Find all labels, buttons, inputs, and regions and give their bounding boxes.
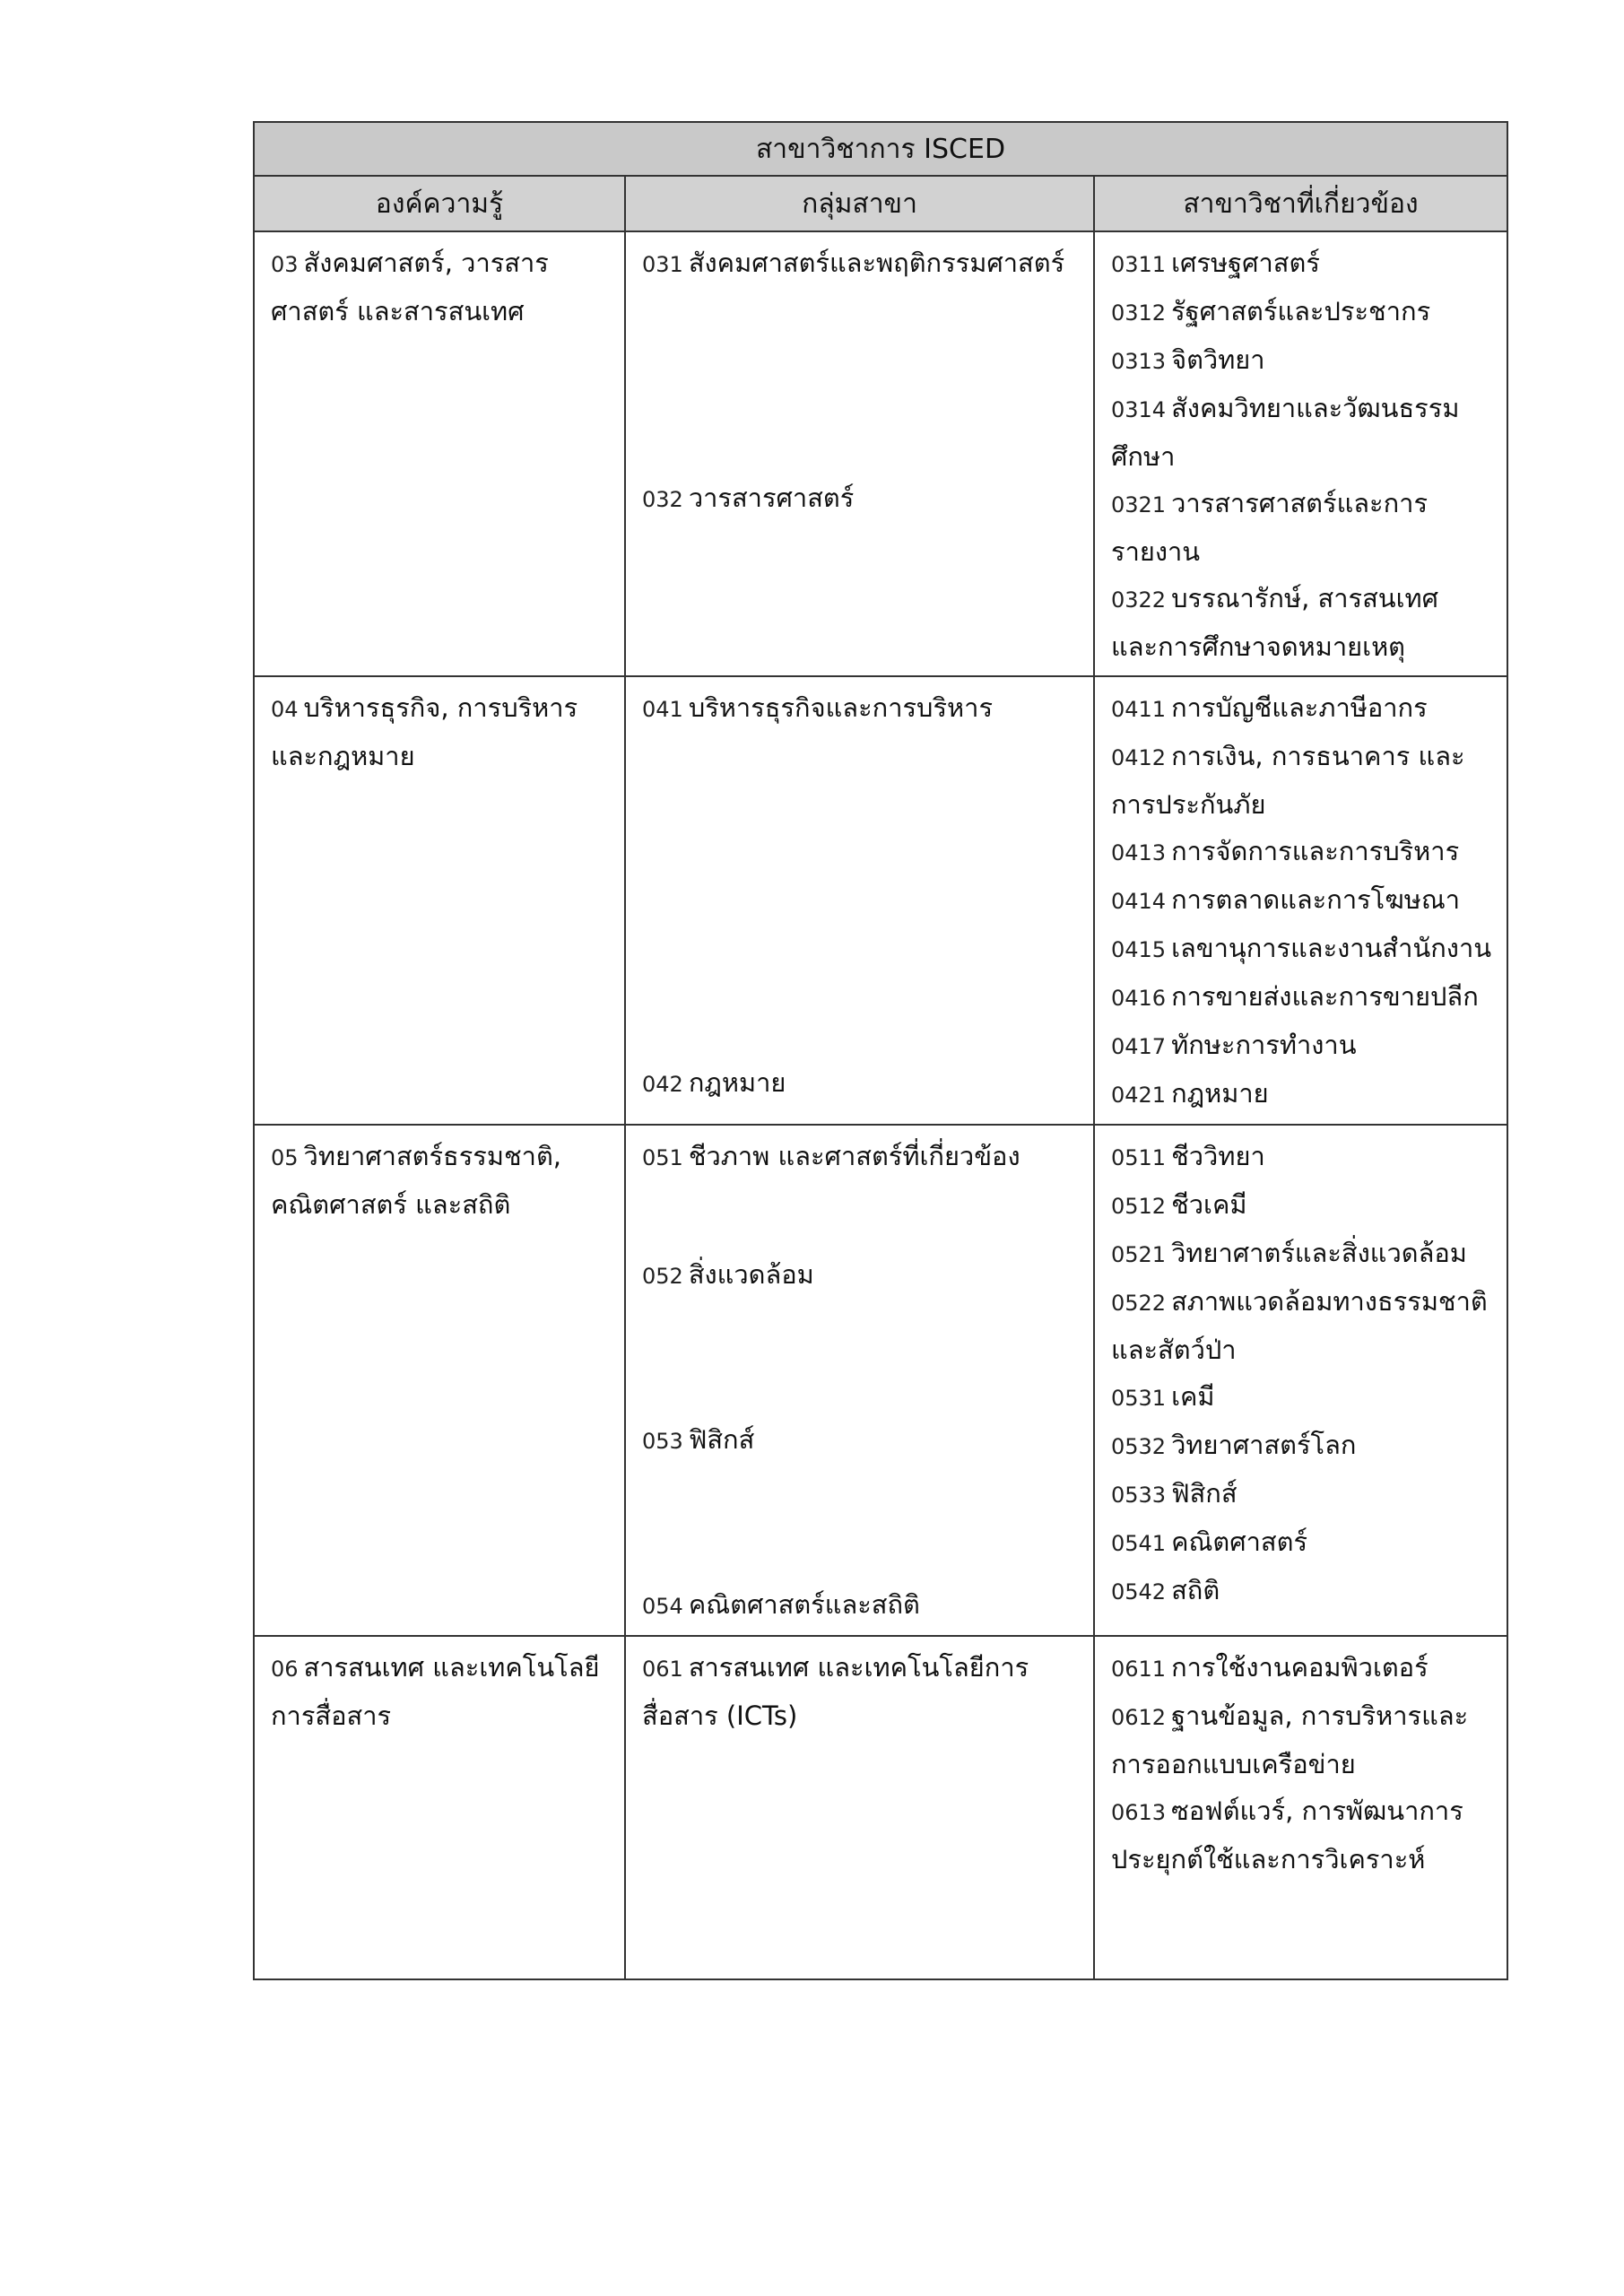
related-subjects-cell bbox=[1094, 676, 1507, 1125]
subject-name: วารสารศาสตร์และการ bbox=[1171, 488, 1429, 518]
group-name: ชีวภาพ และศาสตร์ที่เกี่ยวข้อง bbox=[688, 1141, 1020, 1171]
subject-name: การจัดการและการบริหาร bbox=[1171, 836, 1460, 866]
subject-name-cont: ศึกษา bbox=[1111, 441, 1176, 472]
table-row bbox=[254, 1125, 1507, 1636]
field-name: สังคมศาสตร์, วารสาร bbox=[303, 248, 549, 278]
field-group-cell bbox=[625, 231, 1094, 676]
subject-code: 0421 bbox=[1111, 1083, 1167, 1108]
subject-code: 0542 bbox=[1111, 1579, 1167, 1605]
subject-name: เลขานุการและงานสำนักงาน bbox=[1171, 933, 1492, 963]
subject-name: ชีวเคมี bbox=[1171, 1189, 1247, 1220]
subject-name: สภาพแวดล้อมทางธรรมชาติ bbox=[1171, 1286, 1488, 1317]
related-subjects-cell bbox=[1094, 1125, 1507, 1636]
field-name-cont: และกฎหมาย bbox=[271, 741, 415, 771]
subject-code: 0411 bbox=[1111, 697, 1167, 722]
group-code: 041 bbox=[642, 697, 683, 722]
subject-name: เศรษฐศาสตร์ bbox=[1171, 248, 1320, 278]
field-group-cell bbox=[625, 676, 1094, 1125]
group-code: 052 bbox=[642, 1264, 683, 1289]
field-code: 06 bbox=[271, 1657, 299, 1682]
header-field-group: กลุ่มสาขา bbox=[625, 176, 1094, 231]
field-name: สารสนเทศ และเทคโนโลยี bbox=[303, 1652, 600, 1683]
subject-name: การบัญชีและภาษีอากร bbox=[1171, 692, 1428, 723]
subject-name: ฟิสิกส์ bbox=[1171, 1478, 1238, 1509]
subject-name: ซอฟต์แวร์, การพัฒนาการ bbox=[1171, 1796, 1463, 1826]
isced-table bbox=[253, 121, 1508, 1980]
subject-name: การเงิน, การธนาคาร และ bbox=[1171, 741, 1465, 771]
field-code: 04 bbox=[271, 697, 299, 722]
subject-name: เคมี bbox=[1171, 1381, 1215, 1412]
subject-name: สถิติ bbox=[1171, 1575, 1220, 1605]
related-subjects-cell bbox=[1094, 1636, 1507, 1979]
subject-name: การขายส่งและการขายปลีก bbox=[1171, 981, 1479, 1012]
subject-name: บรรณารักษ์, สารสนเทศ bbox=[1171, 583, 1439, 613]
subject-code: 0522 bbox=[1111, 1291, 1167, 1316]
group-name: วารสารศาสตร์ bbox=[688, 483, 855, 513]
knowledge-field-cell bbox=[254, 1125, 625, 1636]
subject-name-cont: รายงาน bbox=[1111, 536, 1201, 567]
subject-code: 0612 bbox=[1111, 1705, 1167, 1730]
group-name-cont: สื่อสาร (ICTs) bbox=[642, 1700, 798, 1731]
subject-name: ชีววิทยา bbox=[1171, 1141, 1265, 1171]
subject-name: วิทยาศาสตร์โลก bbox=[1171, 1430, 1357, 1460]
subject-code: 0613 bbox=[1111, 1800, 1167, 1825]
subject-name: กฎหมาย bbox=[1171, 1078, 1269, 1109]
subject-name: ฐานข้อมูล, การบริหารและ bbox=[1171, 1700, 1469, 1731]
header-knowledge-field: องค์ความรู้ bbox=[254, 176, 625, 231]
subject-code: 0412 bbox=[1111, 745, 1167, 770]
subject-code: 0311 bbox=[1111, 252, 1167, 277]
subject-code: 0533 bbox=[1111, 1483, 1167, 1508]
subject-code: 0314 bbox=[1111, 397, 1167, 422]
subject-code: 0322 bbox=[1111, 587, 1167, 613]
subject-code: 0414 bbox=[1111, 889, 1167, 914]
group-code: 051 bbox=[642, 1145, 683, 1170]
subject-name-cont: และสัตว์ป่า bbox=[1111, 1335, 1237, 1365]
knowledge-field-cell bbox=[254, 231, 625, 676]
subject-code: 0417 bbox=[1111, 1034, 1167, 1059]
table-title: สาขาวิชาการ ISCED bbox=[254, 122, 1507, 176]
subject-name-cont: การประกันภัย bbox=[1111, 789, 1266, 820]
group-name: คณิตศาสตร์และสถิติ bbox=[688, 1589, 920, 1620]
subject-code: 0313 bbox=[1111, 349, 1167, 374]
header-related-subjects: สาขาวิชาที่เกี่ยวข้อง bbox=[1094, 176, 1507, 231]
field-name-cont: การสื่อสาร bbox=[271, 1700, 392, 1731]
knowledge-field-cell bbox=[254, 1636, 625, 1979]
subject-name: รัฐศาสตร์และประชากร bbox=[1171, 296, 1431, 326]
table-row bbox=[254, 676, 1507, 1125]
group-code: 054 bbox=[642, 1594, 683, 1619]
subject-name: การตลาดและการโฆษณา bbox=[1171, 884, 1461, 915]
subject-code: 0416 bbox=[1111, 986, 1167, 1011]
group-name: บริหารธุรกิจและการบริหาร bbox=[688, 692, 994, 723]
subject-code: 0532 bbox=[1111, 1434, 1167, 1459]
subject-code: 0512 bbox=[1111, 1194, 1167, 1219]
field-name: วิทยาศาสตร์ธรรมชาติ, bbox=[303, 1141, 562, 1171]
subject-code: 0415 bbox=[1111, 937, 1167, 962]
field-code: 03 bbox=[271, 252, 299, 277]
related-subjects-cell bbox=[1094, 231, 1507, 676]
subject-code: 0531 bbox=[1111, 1386, 1167, 1411]
group-name: สังคมศาสตร์และพฤติกรรมศาสตร์ bbox=[688, 248, 1065, 278]
subject-code: 0541 bbox=[1111, 1531, 1167, 1556]
group-code: 053 bbox=[642, 1429, 683, 1454]
subject-code: 0521 bbox=[1111, 1242, 1167, 1267]
group-code: 061 bbox=[642, 1657, 683, 1682]
group-code: 042 bbox=[642, 1072, 683, 1097]
group-code: 032 bbox=[642, 487, 683, 512]
subject-code: 0413 bbox=[1111, 840, 1167, 865]
subject-name: การใช้งานคอมพิวเตอร์ bbox=[1171, 1652, 1429, 1683]
field-name-cont: ศาสตร์ และสารสนเทศ bbox=[271, 296, 525, 326]
group-name: ฟิสิกส์ bbox=[688, 1424, 755, 1455]
field-code: 05 bbox=[271, 1145, 299, 1170]
field-group-cell bbox=[625, 1636, 1094, 1979]
subject-code: 0321 bbox=[1111, 492, 1167, 517]
group-name: สิ่งแวดล้อม bbox=[688, 1259, 814, 1290]
subject-name: สังคมวิทยาและวัฒนธรรม bbox=[1171, 393, 1460, 423]
subject-code: 0511 bbox=[1111, 1145, 1167, 1170]
table-row bbox=[254, 1636, 1507, 1979]
subject-name-cont: การออกแบบเครือข่าย bbox=[1111, 1749, 1356, 1779]
subject-name: จิตวิทยา bbox=[1171, 344, 1265, 375]
field-name-cont: คณิตศาสตร์ และสถิติ bbox=[271, 1189, 511, 1220]
knowledge-field-cell bbox=[254, 676, 625, 1125]
subject-name: คณิตศาสตร์ bbox=[1171, 1526, 1308, 1557]
field-name: บริหารธุรกิจ, การบริหาร bbox=[303, 692, 578, 723]
table-row bbox=[254, 231, 1507, 676]
field-group-cell bbox=[625, 1125, 1094, 1636]
group-code: 031 bbox=[642, 252, 683, 277]
subject-name-cont: และการศึกษาจดหมายเหตุ bbox=[1111, 631, 1406, 662]
subject-code: 0312 bbox=[1111, 300, 1167, 326]
subject-name-cont: ประยุกต์ใช้และการวิเคราะห์ bbox=[1111, 1844, 1426, 1874]
group-name: สารสนเทศ และเทคโนโลยีการ bbox=[688, 1652, 1029, 1683]
subject-name: วิทยาศาตร์และสิ่งแวดล้อม bbox=[1171, 1238, 1467, 1268]
subject-name: ทักษะการทำงาน bbox=[1171, 1030, 1357, 1060]
subject-code: 0611 bbox=[1111, 1657, 1167, 1682]
group-name: กฎหมาย bbox=[688, 1067, 786, 1098]
